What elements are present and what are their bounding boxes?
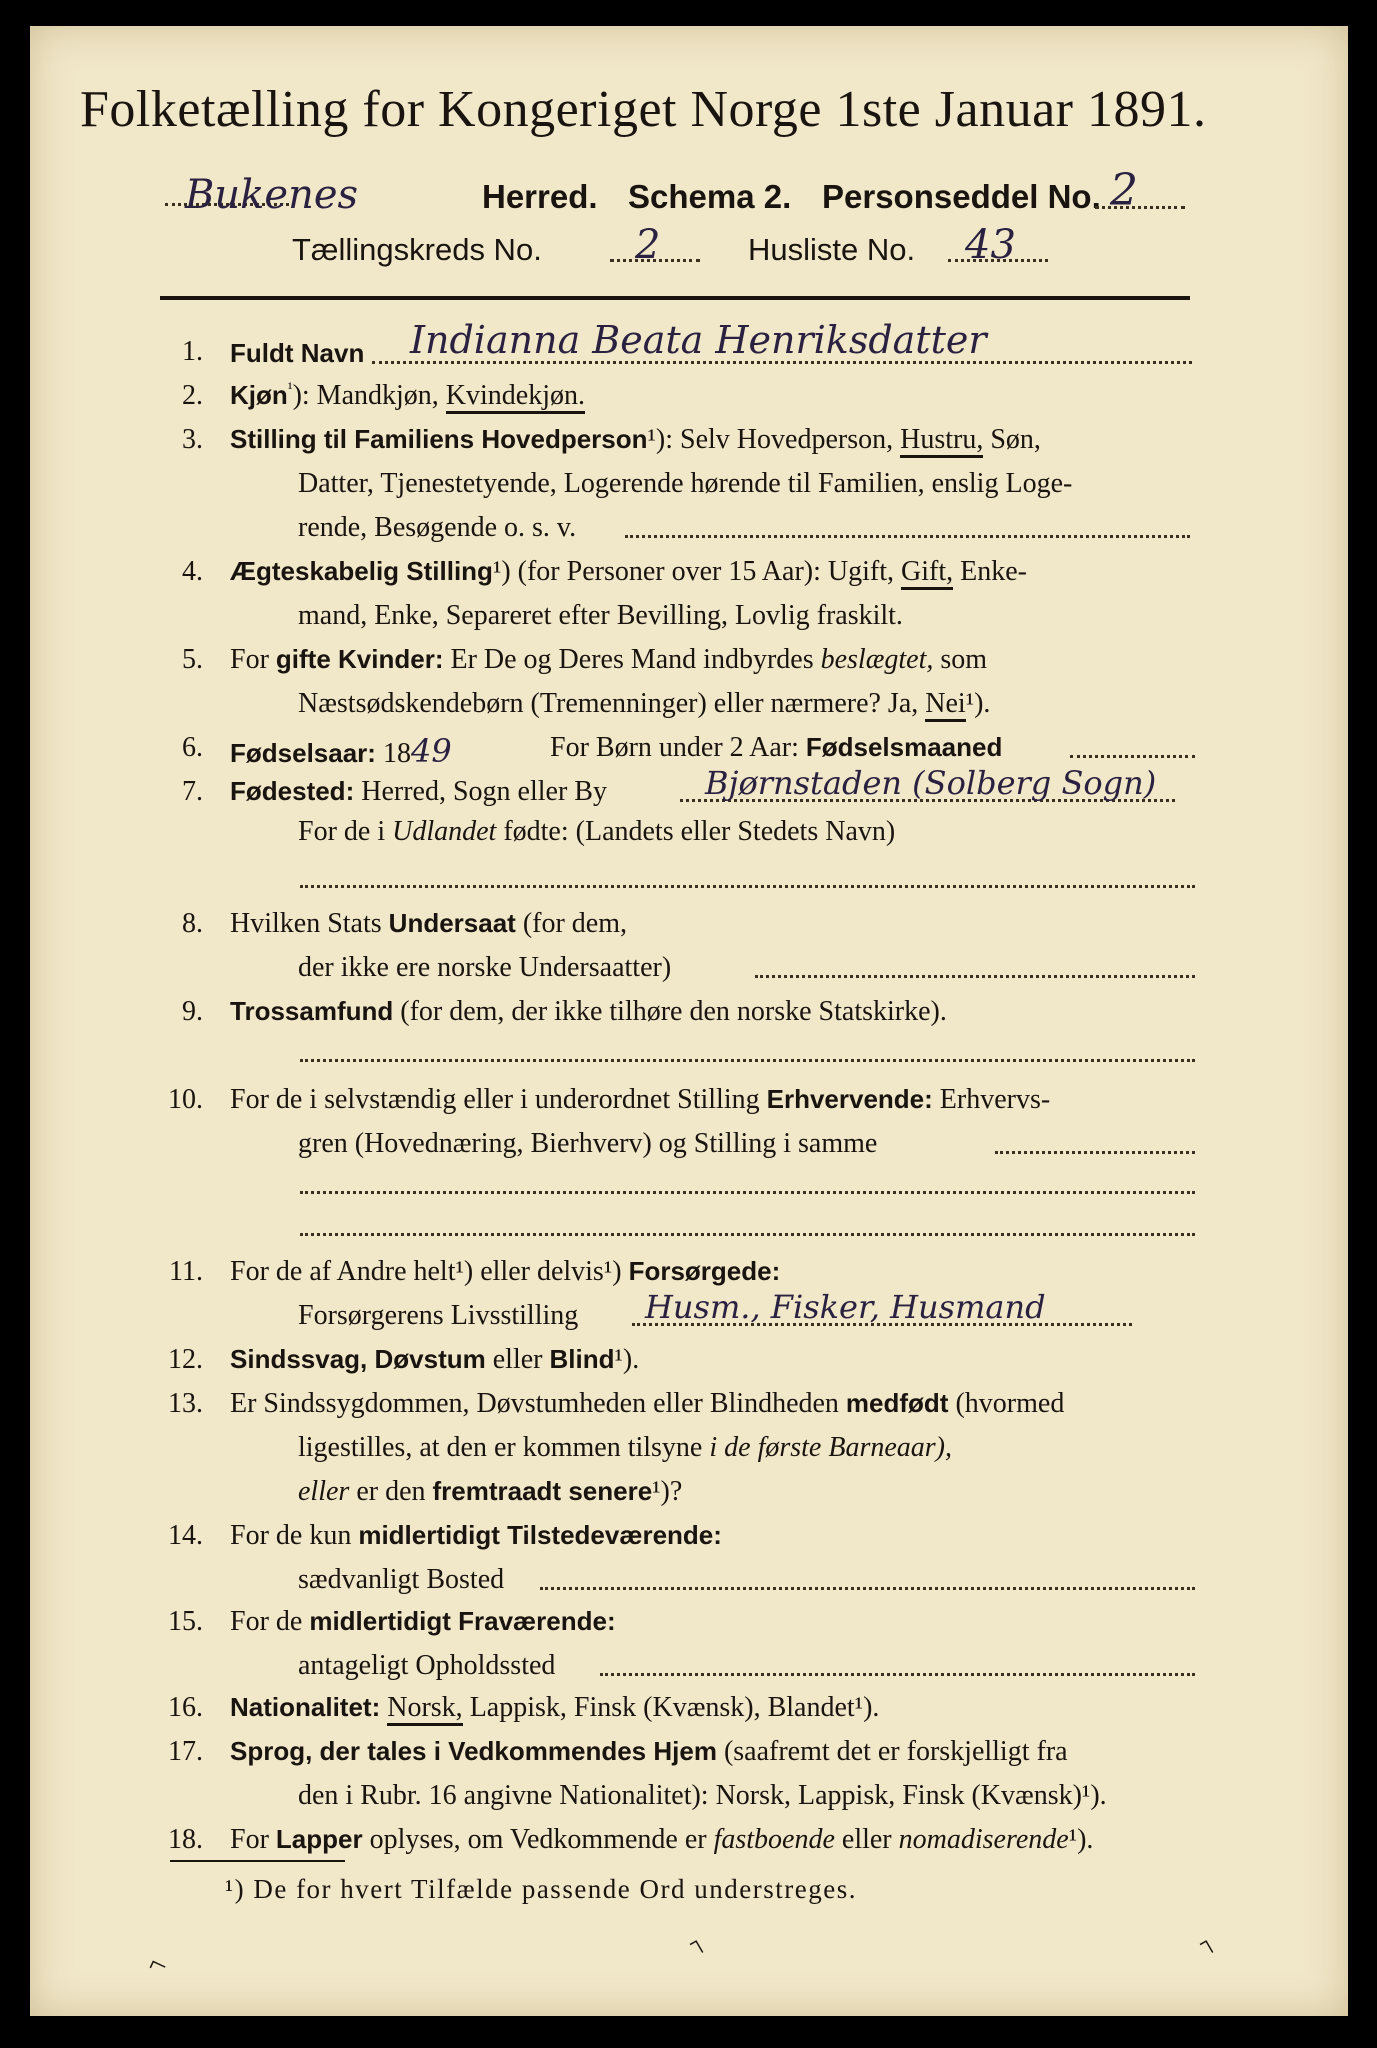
item-number: 6. [182,732,203,763]
temporary-absent-field: For de midlertidigt Fraværende: [230,1606,616,1637]
margin-mark: ⌐ [1190,1931,1228,1963]
item-number: 9. [182,996,203,1027]
birthplace-field: Fødested: Herred, Sogn eller By [230,776,607,807]
occupation-field: For de i selvstændig eller i underordnet Stilling Erhvervende: Erhvervs- [230,1084,1051,1115]
item-number: 13. [168,1388,203,1419]
sex-selected: Kvindekjøn. [446,380,585,414]
footnote: ¹) De for hvert Tilfælde passende Ord understreges. [225,1874,857,1904]
full-name-label: Fuldt Navn [230,338,365,368]
item-number: 11. [169,1256,203,1287]
item-number: 12. [168,1344,203,1375]
temporary-present-field: For de kun midlertidigt Tilstedeværende: [230,1520,722,1551]
husliste-label: Husliste No. [748,232,916,267]
tellingskreds-label: Tællingskreds No. [292,232,542,267]
language-field: Sprog, der tales i Vedkommendes Hjem (saafremt det er forskjelligt fra [230,1736,1068,1767]
item-number: 7. [182,776,203,807]
birthplace-value: Bjørnstaden (Solberg Sogn) [705,764,1157,802]
supported-field: For de af Andre helt¹) eller delvis¹) Forsørgede: [230,1256,781,1287]
marital-field: Ægteskabelig Stilling¹) (for Personer over 15 Aar): Ugift, Gift, Enke- [230,556,1027,588]
sex-field: Kjøn$^{^1}$): Mandkjøn, Kvindekjøn. [230,380,585,412]
religion-field: Trossamfund (for dem, der ikke tilhøre den norske Statskirke). [230,996,947,1027]
husliste-value: 43 [965,222,1016,268]
related-selected: Nei [925,688,965,722]
item-number: 14. [168,1520,203,1551]
item-number: 4. [182,556,203,587]
birth-year-value: 49 [410,732,452,770]
item-number: 18. [168,1824,203,1855]
schema-label: Schema 2. [628,178,792,215]
married-women-field: For gifte Kvinder: Er De og Deres Mand indbyrdes beslægtet, som [230,644,988,675]
margin-mark: ⌐ [680,1931,718,1963]
birth-year-field: Fødselsaar: 1849 [230,732,452,770]
item-number: 3. [182,424,203,455]
item-number: 2. [182,380,203,411]
item-number: 5. [182,644,203,675]
position-field: Stilling til Familiens Hovedperson¹): Selv Hovedperson, Hustru, Søn, [230,424,1041,456]
tellingskreds-value: 2 [635,222,661,268]
personseddel-value: 2 [1110,165,1138,216]
citizenship-field: Hvilken Stats Undersaat (for dem, [230,908,628,939]
congenital-field: Er Sindssygdommen, Døvstumheden eller Blindheden medfødt (hvormed [230,1388,1065,1419]
margin-mark: ⌐ [144,1946,174,1984]
nationality-field: Nationalitet: Norsk, Lappisk, Finsk (Kvænsk), Blandet¹). [230,1692,879,1724]
item-number: 16. [168,1692,203,1723]
herred-value: Bukenes [185,172,359,218]
form-title: Folketælling for Kongeriget Norge 1ste Januar 1891. [80,81,1207,138]
header-row-1 [165,172,468,218]
header-rule [160,296,1190,300]
footnote-rule [170,1860,345,1862]
item-number: 1. [182,336,203,367]
item-number: 17. [168,1736,203,1767]
marital-selected: Gift, [901,556,953,590]
item-number: 15. [168,1606,203,1637]
lapps-field: For Lapper oplyses, om Vedkommende er fastboende eller nomadiserende¹). [230,1824,1094,1855]
full-name-value: Indianna Beata Henriksdatter [410,318,987,362]
position-selected: Hustru, [900,424,983,458]
herred-label: Herred. [482,178,598,215]
provider-value: Husm., Fisker, Husmand [645,1288,1046,1326]
nationality-selected: Norsk, [387,1692,462,1726]
disability-field: Sindssvag, Døvstum eller Blind¹). [230,1344,640,1375]
personseddel-label: Personseddel No. [822,178,1101,215]
item-number: 10. [168,1084,203,1115]
item-number: 8. [182,908,203,939]
